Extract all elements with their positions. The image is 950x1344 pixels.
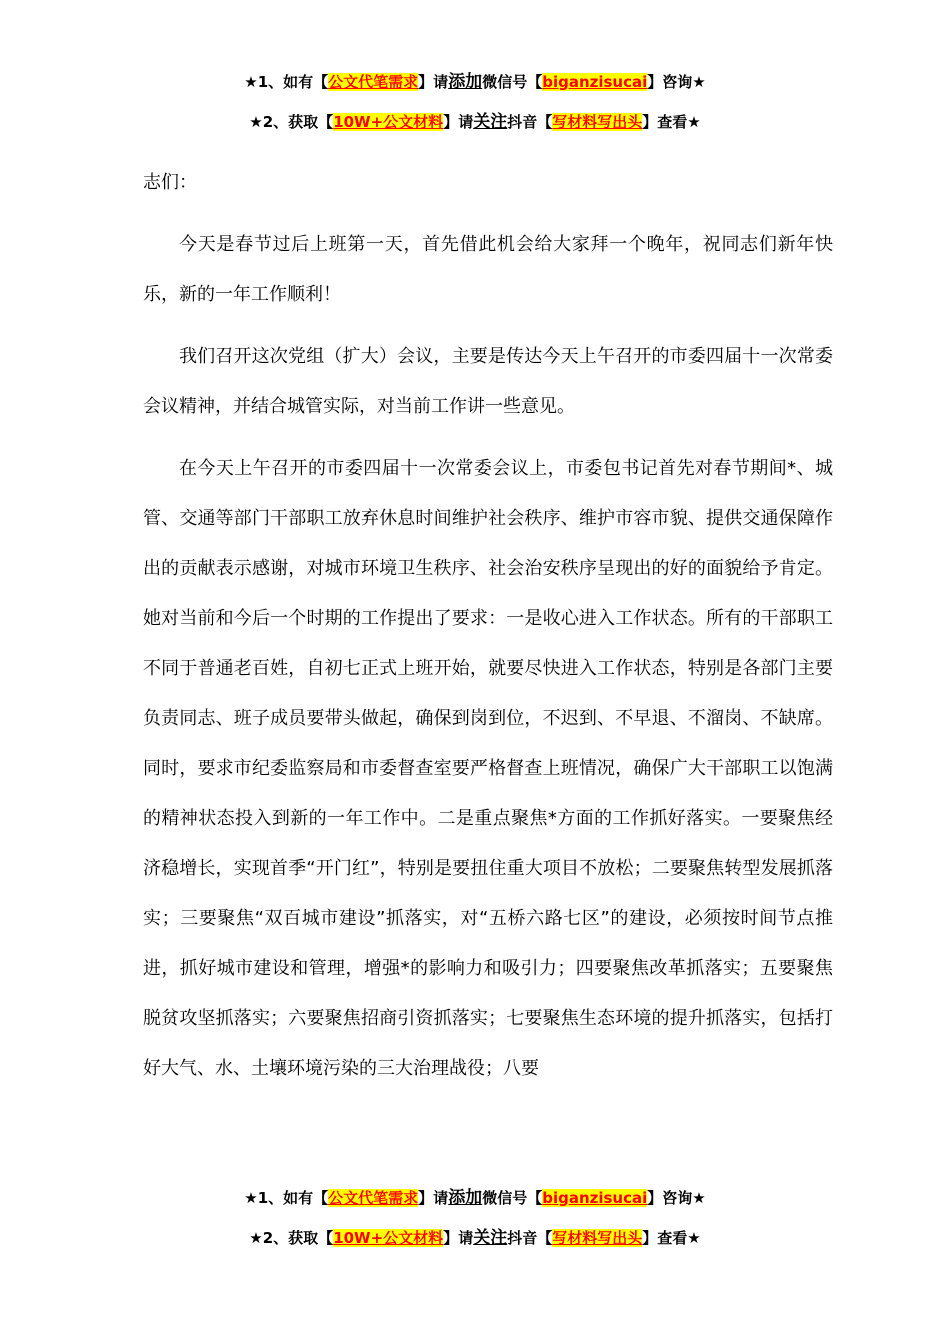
banner-line-1-mid2: 微信号【 bbox=[482, 73, 543, 91]
footer-line-2-mid2: 抖音【 bbox=[507, 1229, 553, 1247]
footer-highlight-service: 公文代笔需求 bbox=[328, 1189, 419, 1207]
footer-line-1-mid2: 微信号【 bbox=[482, 1189, 543, 1207]
footer-line-2-suffix: 】查看★ bbox=[642, 1229, 701, 1247]
footer-line-1-mid: 】请 bbox=[418, 1189, 449, 1207]
document-body bbox=[143, 158, 833, 1106]
paragraph-meeting-content: 在今天上午召开的市委四届十一次常委会议上，市委包书记首先对春节期间*、城管、交通等部门干部职工放弃休息时间维护社会秩序、维护市容市貌、提供交通保障作出的贡献表示感谢，对城市环境卫生秩序、社会治安秩序呈现出的好的面貌给予肯定。她对当前和今后一个时期的工作提出了要求：一是收心进入工作状态。所有的干部职工不同于普通老百姓，自初七正式上班开始，就要尽快进入工作状态，特别是各部门主要负责同志、班子成员要带头做起，确保到岗到位，不迟到、不早退、不溜岗、不缺席。同时，要求市纪委监察局和市委督查室要严格督查上班情况，确保广大干部职工以饱满的精神状态投入到新的一年工作中。二是重点聚焦*方面的工作抓好落实。一要聚焦经济稳增长，实现首季“开门红”，特别是要扭住重大项目不放松；二要聚焦转型发展抓落实；三要聚焦“双百城市建设”抓落实，对“五桥六路七区”的建设，必须按时间节点推进，抓好城市建设和管理，增强*的影响力和吸引力；四要聚焦改革抓落实；五要聚焦脱贫攻坚抓落实；六要聚焦招商引资抓落实；七要聚焦生态环境的提升抓落实，包括打好大气、水、土壤环境污染的三大治理战役；八要 bbox=[143, 458, 833, 1079]
paragraph-meeting-purpose: 我们召开这次党组（扩大）会议，主要是传达今天上午召开的市委四届十一次常委会议精神，并结合城管实际，对当前工作讲一些意见。 bbox=[143, 346, 833, 417]
footer-line-1-suffix: 】咨询★ bbox=[647, 1189, 706, 1207]
paragraph-greeting: 今天是春节过后上班第一天，首先借此机会给大家拜一个晚年，祝同志们新年快乐，新的一年工作顺利！ bbox=[143, 234, 833, 305]
footer-line-2-prefix: ★2、获取【 bbox=[249, 1229, 334, 1247]
banner-line-2-mid2: 抖音【 bbox=[507, 113, 553, 131]
banner-line-2-prefix: ★2、获取【 bbox=[249, 113, 334, 131]
footer-highlight-wechat-id: biganzisucai bbox=[542, 1189, 648, 1207]
footer-highlight-materials: 10W+公文材料 bbox=[333, 1229, 444, 1247]
banner-line-1 bbox=[0, 62, 950, 102]
banner-line-1-mid: 】请 bbox=[418, 73, 449, 91]
banner-emphasis-add: 添加 bbox=[448, 72, 483, 92]
footer-banner-line-2 bbox=[0, 1218, 950, 1258]
banner-highlight-wechat-id: biganzisucai bbox=[542, 73, 648, 91]
footer-banner-line-1 bbox=[0, 1178, 950, 1218]
banner-highlight-materials: 10W+公文材料 bbox=[333, 113, 444, 131]
banner-line-1-prefix: ★1、如有【 bbox=[244, 73, 329, 91]
salutation: 志们： bbox=[143, 172, 197, 193]
banner-highlight-douyin-id: 写材料写出头 bbox=[552, 113, 643, 131]
banner-line-2 bbox=[0, 102, 950, 142]
banner-emphasis-follow: 关注 bbox=[473, 112, 508, 132]
footer-line-1-prefix: ★1、如有【 bbox=[244, 1189, 329, 1207]
banner-line-2-mid: 】请 bbox=[443, 113, 474, 131]
footer-banner bbox=[0, 1178, 950, 1258]
footer-emphasis-follow: 关注 bbox=[473, 1228, 508, 1248]
banner-line-2-suffix: 】查看★ bbox=[642, 113, 701, 131]
header-banner bbox=[0, 62, 950, 142]
banner-line-1-suffix: 】咨询★ bbox=[647, 73, 706, 91]
footer-line-2-mid: 】请 bbox=[443, 1229, 474, 1247]
footer-highlight-douyin-id: 写材料写出头 bbox=[552, 1229, 643, 1247]
banner-highlight-service: 公文代笔需求 bbox=[328, 73, 419, 91]
footer-emphasis-add: 添加 bbox=[448, 1188, 483, 1208]
